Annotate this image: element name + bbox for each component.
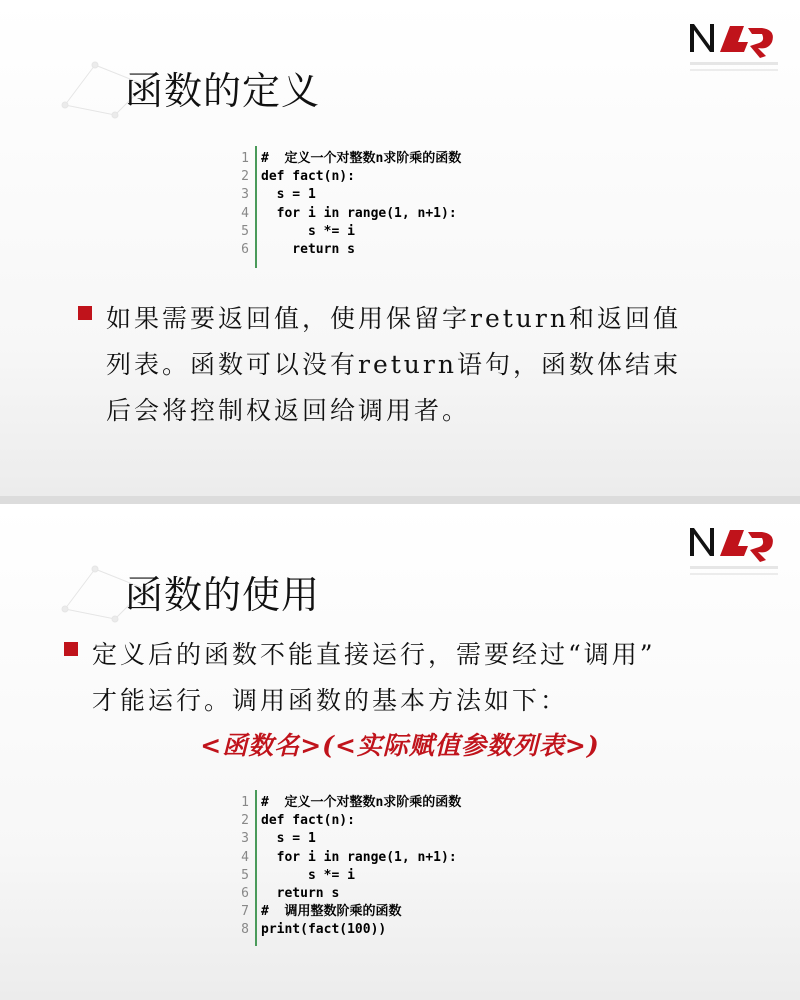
code-line: s *= i [261, 867, 355, 883]
bullet-line: 后会将控制权返回给调用者。 [106, 396, 471, 425]
code-line-number: 3 [241, 187, 249, 203]
code-line: for i in range(1, n+1): [261, 849, 457, 865]
code-line-number: 8 [241, 922, 249, 938]
slide-function-definition [0, 0, 800, 496]
code-line: # 定义一个对整数n求阶乘的函数 [261, 795, 462, 810]
code-block [235, 146, 555, 268]
code-line: print(fact(100)) [261, 922, 387, 938]
code-gutter-rule [255, 146, 257, 268]
code-line: return s [261, 886, 340, 901]
bullet-line: 定义后的函数不能直接运行，需要经过“调用” [92, 640, 656, 669]
call-syntax-formula: <函数名>(<实际赋值参数列表>) [200, 731, 600, 760]
bullet-square-icon [64, 642, 78, 656]
bullet-text [92, 632, 656, 724]
code-line-number: 2 [241, 813, 249, 829]
code-line-number: 6 [241, 242, 249, 257]
ncr-logo-icon [686, 14, 782, 78]
bullet-line: 列表。函数可以没有return语句，函数体结束 [106, 350, 681, 379]
code-line-number: 4 [241, 849, 249, 865]
bullet-return-value [78, 296, 738, 434]
code-line: return s [261, 242, 355, 257]
slide-title: 函数的定义 [125, 69, 321, 113]
code-line: # 定义一个对整数n求阶乘的函数 [261, 151, 462, 166]
bullet-line: 如果需要返回值，使用保留字return和返回值 [106, 304, 681, 333]
code-line: # 调用整数阶乘的函数 [261, 904, 402, 920]
code-line-number: 1 [241, 151, 249, 166]
code-line-number: 4 [241, 205, 249, 221]
code-line-number: 5 [241, 223, 249, 239]
code-line-number: 7 [241, 904, 249, 920]
code-line: s *= i [261, 223, 355, 239]
code-line: def fact(n): [261, 169, 355, 185]
slide-title: 函数的使用 [125, 573, 321, 617]
code-line-number: 3 [241, 831, 249, 847]
code-line-number: 1 [241, 795, 249, 810]
code-line: for i in range(1, n+1): [261, 205, 457, 221]
code-line: def fact(n): [261, 813, 355, 829]
code-line-number: 6 [241, 886, 249, 901]
code-line-number: 2 [241, 169, 249, 185]
code-block [235, 790, 555, 946]
ncr-logo-icon [686, 518, 782, 582]
bullet-square-icon [78, 306, 92, 320]
bullet-call-function [64, 632, 754, 724]
slide-function-usage [0, 504, 800, 1000]
bullet-line: 才能运行。调用函数的基本方法如下： [92, 686, 569, 715]
bullet-text [106, 296, 681, 434]
code-line: s = 1 [261, 187, 316, 203]
code-gutter-rule [255, 790, 257, 946]
code-line-number: 5 [241, 867, 249, 883]
code-line: s = 1 [261, 831, 316, 847]
